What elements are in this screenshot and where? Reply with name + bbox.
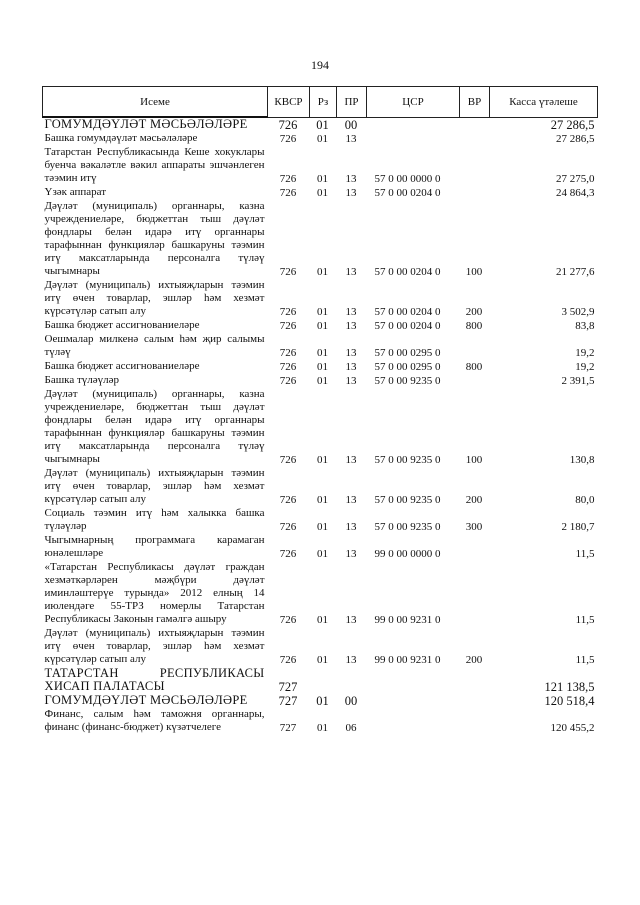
cell-kvsr: 727 — [278, 680, 298, 694]
cell-amount: 21 277,6 — [556, 266, 595, 278]
cell-pr: 13 — [345, 494, 357, 506]
cell-kvsr: 726 — [279, 347, 297, 359]
cell-csr: 99 0 00 0000 0 — [374, 548, 441, 560]
cell-kvsr: 726 — [279, 361, 297, 373]
cell-kvsr: 726 — [279, 614, 297, 626]
table-row — [43, 374, 598, 388]
cell-pr: 13 — [345, 614, 357, 626]
cell-csr: 57 0 00 0295 0 — [374, 361, 441, 373]
cell-name: Дәүләт (муниципаль) органнары, казна учреждениеләре, бюджеттан тыш дәүләт фондлары белән идарә итү органнары тарафыннан функцияләр башкаруны тәэмин итү максатларында персоналга түләү чыгымнары — [44, 200, 265, 277]
cell-vr — [460, 132, 490, 146]
cell-rz: 01 — [317, 375, 328, 387]
cell-amount: 27 286,5 — [556, 133, 595, 145]
cell-vr: 200 — [465, 306, 483, 318]
cell-vr: 100 — [465, 454, 483, 466]
cell-vr: 800 — [465, 361, 483, 373]
header-kvsr: КВСР — [268, 87, 310, 118]
cell-pr — [337, 667, 367, 694]
cell-amount: 121 138,5 — [544, 680, 595, 694]
cell-pr: 13 — [345, 361, 357, 373]
cell-vr: 100 — [465, 266, 483, 278]
cell-name: Дәүләт (муниципаль) ихтыяҗларын тәэмин итү өчен товарлар, эшләр һәм хезмәт күрсәтүләр сатып алу — [44, 627, 265, 665]
cell-kvsr: 726 — [279, 548, 297, 560]
cell-vr — [460, 146, 490, 186]
cell-csr: 57 0 00 9235 0 — [374, 454, 441, 466]
table-row — [43, 627, 598, 667]
table-row — [43, 561, 598, 627]
cell-csr — [367, 694, 460, 708]
cell-kvsr: 726 — [279, 133, 297, 145]
cell-csr: 57 0 00 9235 0 — [374, 494, 441, 506]
cell-amount: 120 518,4 — [544, 694, 595, 708]
cell-amount: 3 502,9 — [561, 306, 595, 318]
cell-pr: 13 — [345, 347, 357, 359]
cell-csr: 57 0 00 0204 0 — [374, 320, 441, 332]
cell-pr: 13 — [345, 521, 357, 533]
cell-rz: 01 — [317, 361, 328, 373]
cell-csr: 57 0 00 0204 0 — [374, 187, 441, 199]
cell-amount: 80,0 — [575, 494, 595, 506]
cell-vr: 800 — [465, 320, 483, 332]
cell-name: Дәүләт (муниципаль) органнары, казна учреждениеләре, бюджеттан тыш дәүләт фондлары белән идарә итү органнары тарафыннан функцияләр башкаруны тәэмин итү максатларында персоналга түләү чыгымнары — [44, 388, 265, 465]
cell-vr — [460, 534, 490, 561]
table-row — [43, 132, 598, 146]
cell-pr: 13 — [345, 548, 357, 560]
cell-vr — [460, 374, 490, 388]
cell-csr: 57 0 00 9235 0 — [374, 521, 441, 533]
cell-pr: 13 — [345, 187, 357, 199]
cell-amount: 27 286,5 — [550, 118, 595, 132]
cell-kvsr: 726 — [279, 173, 297, 185]
cell-csr — [367, 667, 460, 694]
cell-pr: 00 — [344, 694, 358, 708]
cell-vr — [460, 561, 490, 627]
cell-amount: 19,2 — [575, 347, 595, 359]
cell-kvsr: 726 — [278, 118, 298, 132]
table-row — [43, 694, 598, 708]
cell-rz: 01 — [317, 722, 328, 734]
cell-amount: 83,8 — [575, 320, 595, 332]
table-row — [43, 708, 598, 735]
header-pr: ПР — [337, 87, 367, 118]
table-row — [43, 388, 598, 467]
cell-rz: 01 — [317, 187, 328, 199]
cell-csr — [367, 117, 460, 132]
cell-csr: 57 0 00 0000 0 — [374, 173, 441, 185]
cell-amount: 27 275,0 — [556, 173, 595, 185]
cell-vr — [460, 708, 490, 735]
cell-pr: 13 — [345, 266, 357, 278]
cell-pr: 13 — [345, 306, 357, 318]
header-csr: ЦСР — [367, 87, 460, 118]
cell-csr — [367, 708, 460, 735]
cell-csr — [367, 132, 460, 146]
cell-kvsr: 726 — [279, 454, 297, 466]
cell-pr: 06 — [345, 722, 357, 734]
cell-rz: 01 — [317, 173, 328, 185]
cell-kvsr: 726 — [279, 494, 297, 506]
cell-name: Башка түләүләр — [44, 374, 120, 386]
cell-rz: 01 — [316, 118, 329, 132]
cell-vr — [460, 186, 490, 200]
header-name: Исеме — [43, 87, 268, 118]
cell-rz: 01 — [317, 548, 328, 560]
cell-csr: 57 0 00 9235 0 — [374, 375, 441, 387]
cell-rz: 01 — [317, 494, 328, 506]
header-rz: Рз — [310, 87, 337, 118]
cell-pr: 13 — [345, 173, 357, 185]
cell-pr: 13 — [345, 375, 357, 387]
cell-vr: 200 — [465, 494, 483, 506]
cell-rz: 01 — [317, 614, 328, 626]
table-row — [43, 186, 598, 200]
cell-vr: 200 — [465, 654, 483, 666]
cell-name: «Татарстан Республикасы дәүләт граждан хезмәткәрләрен мәҗбүри дәүләт иминләштерүе турында» 2012 елның 14 июлендәге 55-ТРЗ номерлы Татарстан Республикасы Законын гамәлгә ашыру — [44, 561, 265, 625]
cell-kvsr: 726 — [279, 521, 297, 533]
cell-csr: 57 0 00 0204 0 — [374, 306, 441, 318]
table-row — [43, 117, 598, 132]
cell-rz: 01 — [317, 654, 328, 666]
cell-name: ТАТАРСТАН РЕСПУБЛИКАСЫ ХИСАП ПАЛАТАСЫ — [44, 666, 265, 693]
cell-name: Дәүләт (муниципаль) ихтыяҗларын тәэмин итү өчен товарлар, эшләр һәм хезмәт күрсәтүләр сатып алу — [44, 279, 265, 317]
cell-rz: 01 — [317, 266, 328, 278]
cell-name: Башка бюджет ассигнованиеләре — [44, 360, 200, 372]
cell-pr: 13 — [345, 320, 357, 332]
table-row — [43, 534, 598, 561]
cell-amount: 24 864,3 — [556, 187, 595, 199]
table-row — [43, 667, 598, 694]
header-kassa: Касса үтәлеше — [490, 87, 598, 118]
cell-amount: 2 391,5 — [561, 375, 595, 387]
cell-name: ГОМУМДӘҮЛӘТ МӘСЬӘЛӘЛӘРЕ — [43, 117, 268, 132]
cell-kvsr: 726 — [279, 266, 297, 278]
table-row — [43, 146, 598, 186]
table-header-row — [43, 87, 598, 118]
cell-amount: 11,5 — [575, 614, 595, 626]
cell-rz: 01 — [317, 347, 328, 359]
cell-name: Башка гомумдәүләт мәсьәләләре — [44, 132, 198, 144]
cell-name: Башка бюджет ассигнованиеләре — [44, 319, 200, 331]
cell-name: Чыгымнарның программага карамаган юнәлешләре — [44, 534, 265, 559]
cell-name: Социаль тәэмин итү һәм халыкка башка түләүләр — [44, 507, 265, 532]
cell-kvsr: 727 — [279, 722, 297, 734]
cell-vr — [460, 117, 490, 132]
table-body — [43, 117, 598, 735]
page-number: 194 — [311, 58, 329, 72]
cell-name: Дәүләт (муниципаль) ихтыяҗларын тәэмин итү өчен товарлар, эшләр һәм хезмәт күрсәтүләр сатып алу — [44, 467, 265, 505]
cell-kvsr: 726 — [279, 375, 297, 387]
cell-rz: 01 — [317, 521, 328, 533]
cell-pr: 13 — [345, 454, 357, 466]
cell-rz: 01 — [316, 694, 329, 708]
cell-csr: 57 0 00 0204 0 — [374, 266, 441, 278]
table-row — [43, 200, 598, 279]
cell-kvsr: 727 — [278, 694, 298, 708]
cell-amount: 130,8 — [569, 454, 595, 466]
cell-name: ГОМУМДӘҮЛӘТ МӘСЬӘЛӘЛӘРЕ — [44, 693, 248, 707]
cell-vr — [460, 333, 490, 360]
cell-amount: 11,5 — [575, 654, 595, 666]
cell-csr: 99 0 00 9231 0 — [374, 654, 441, 666]
header-vr: ВР — [460, 87, 490, 118]
cell-amount: 120 455,2 — [550, 722, 595, 734]
cell-pr: 00 — [344, 118, 358, 132]
budget-execution-table — [42, 86, 598, 735]
cell-name: Финанс, салым һәм таможня органнары, финанс (финанс-бюджет) күзәтчелеге — [44, 708, 265, 733]
table-row — [43, 279, 598, 319]
cell-amount: 2 180,7 — [561, 521, 595, 533]
cell-pr: 13 — [345, 654, 357, 666]
table-row — [43, 333, 598, 360]
cell-amount: 11,5 — [575, 548, 595, 560]
cell-csr: 99 0 00 9231 0 — [374, 614, 441, 626]
cell-rz — [310, 667, 337, 694]
cell-rz: 01 — [317, 320, 328, 332]
cell-amount: 19,2 — [575, 361, 595, 373]
cell-rz: 01 — [317, 454, 328, 466]
cell-rz: 01 — [317, 306, 328, 318]
cell-pr: 13 — [345, 133, 357, 145]
cell-name: Оешмалар милкенә салым һәм җир салымы түләү — [44, 333, 265, 358]
cell-name: Үзәк аппарат — [44, 186, 107, 198]
table-row — [43, 319, 598, 333]
table-row — [43, 467, 598, 507]
cell-vr: 300 — [465, 521, 483, 533]
cell-kvsr: 726 — [279, 306, 297, 318]
table-row — [43, 360, 598, 374]
cell-kvsr: 726 — [279, 187, 297, 199]
cell-name: Татарстан Республикасында Кеше хокуклары буенча вәкаләтле вәкил аппараты эшчәнлеген тәэмин итү — [44, 146, 265, 184]
cell-kvsr: 726 — [279, 320, 297, 332]
cell-vr — [460, 667, 490, 694]
cell-csr: 57 0 00 0295 0 — [374, 347, 441, 359]
cell-kvsr: 726 — [279, 654, 297, 666]
cell-vr — [460, 694, 490, 708]
table-row — [43, 507, 598, 534]
cell-rz: 01 — [317, 133, 328, 145]
